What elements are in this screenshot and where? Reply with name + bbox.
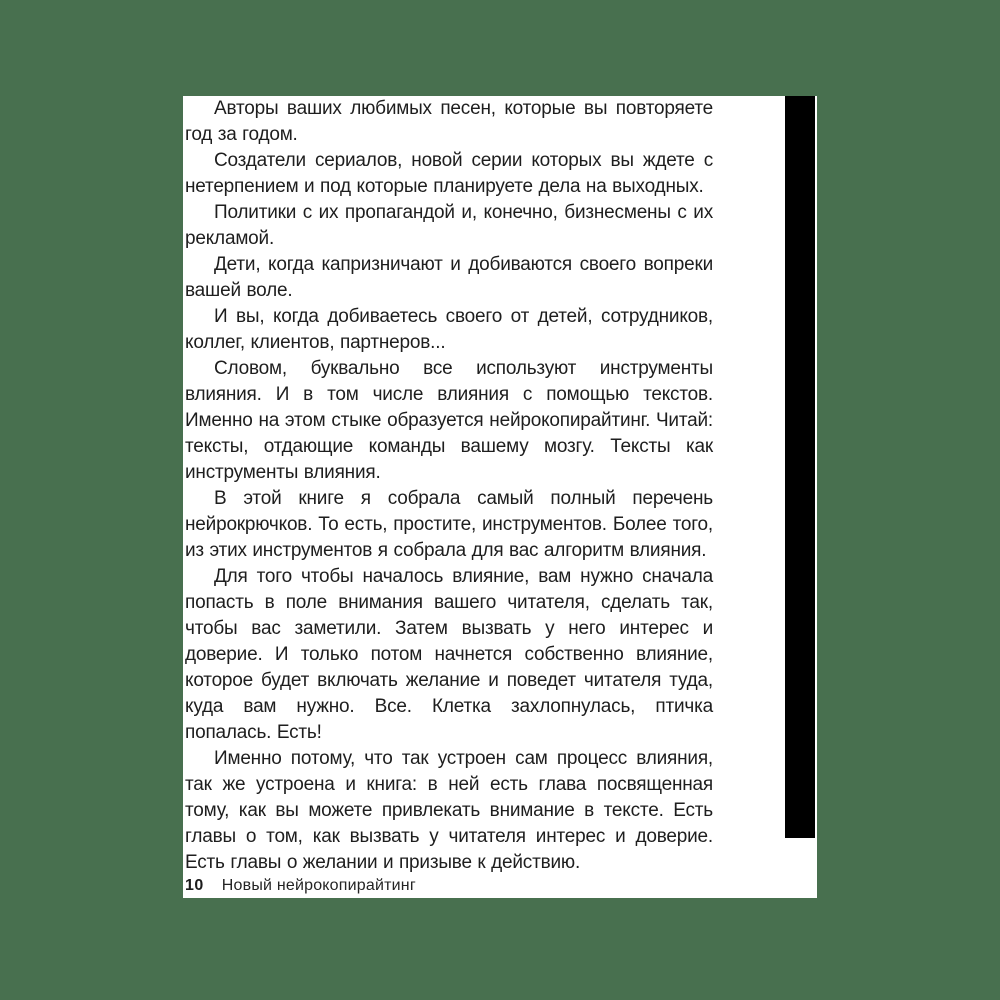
- page-text: [185, 96, 713, 876]
- paragraph: Для того чтобы началось влияние, вам нужно сначала попасть в поле внимания вашего читателя, сделать так, чтобы вас заметили. Затем вызвать у него интерес и доверие. И только потом начнется собственно влияние, которое будет включать желание и поведет читателя туда, куда вам нужно. Все. Клетка захлопнулась, птичка попалась. Есть!: [185, 566, 713, 743]
- paragraph: В этой книге я собрала самый полный перечень нейрокрючков. То есть, простите, инструментов. Более того, из этих инструментов я собрала для вас алгоритм влияния.: [185, 488, 713, 561]
- paragraph: Словом, буквально все используют инструменты влияния. И в том числе влияния с помощью текстов. Именно на этом стыке образуется нейрокопирайтинг. Читай: тексты, отдающие команды вашему мозгу. Тексты как инструменты влияния.: [185, 358, 713, 483]
- paragraph: И вы, когда добиваетесь своего от детей, сотрудников, коллег, клиентов, партнеров...: [185, 306, 713, 353]
- running-title: Новый нейрокопирайтинг: [221, 877, 416, 894]
- book-edge-strip: [785, 96, 815, 838]
- paragraph: Авторы ваших любимых песен, которые вы повторяете год за годом.: [185, 98, 713, 145]
- paragraph: Создатели сериалов, новой серии которых вы ждете с нетерпением и под которые планируете дела на выходных.: [185, 150, 713, 197]
- paragraph: Дети, когда капризничают и добиваются своего вопреки вашей воле.: [185, 254, 713, 301]
- paragraph: Политики с их пропагандой и, конечно, бизнесмены с их рекламой.: [185, 202, 713, 249]
- page-footer: [185, 877, 416, 895]
- book-page: [183, 96, 817, 898]
- page-number: 10: [185, 877, 204, 894]
- paragraph: Именно потому, что так устроен сам процесс влияния, так же устроена и книга: в ней есть глава посвященная тому, как вы можете привлекать внимание в тексте. Есть главы о том, как вызвать у читателя интерес и доверие. Есть главы о желании и призыве к действию.: [185, 748, 713, 873]
